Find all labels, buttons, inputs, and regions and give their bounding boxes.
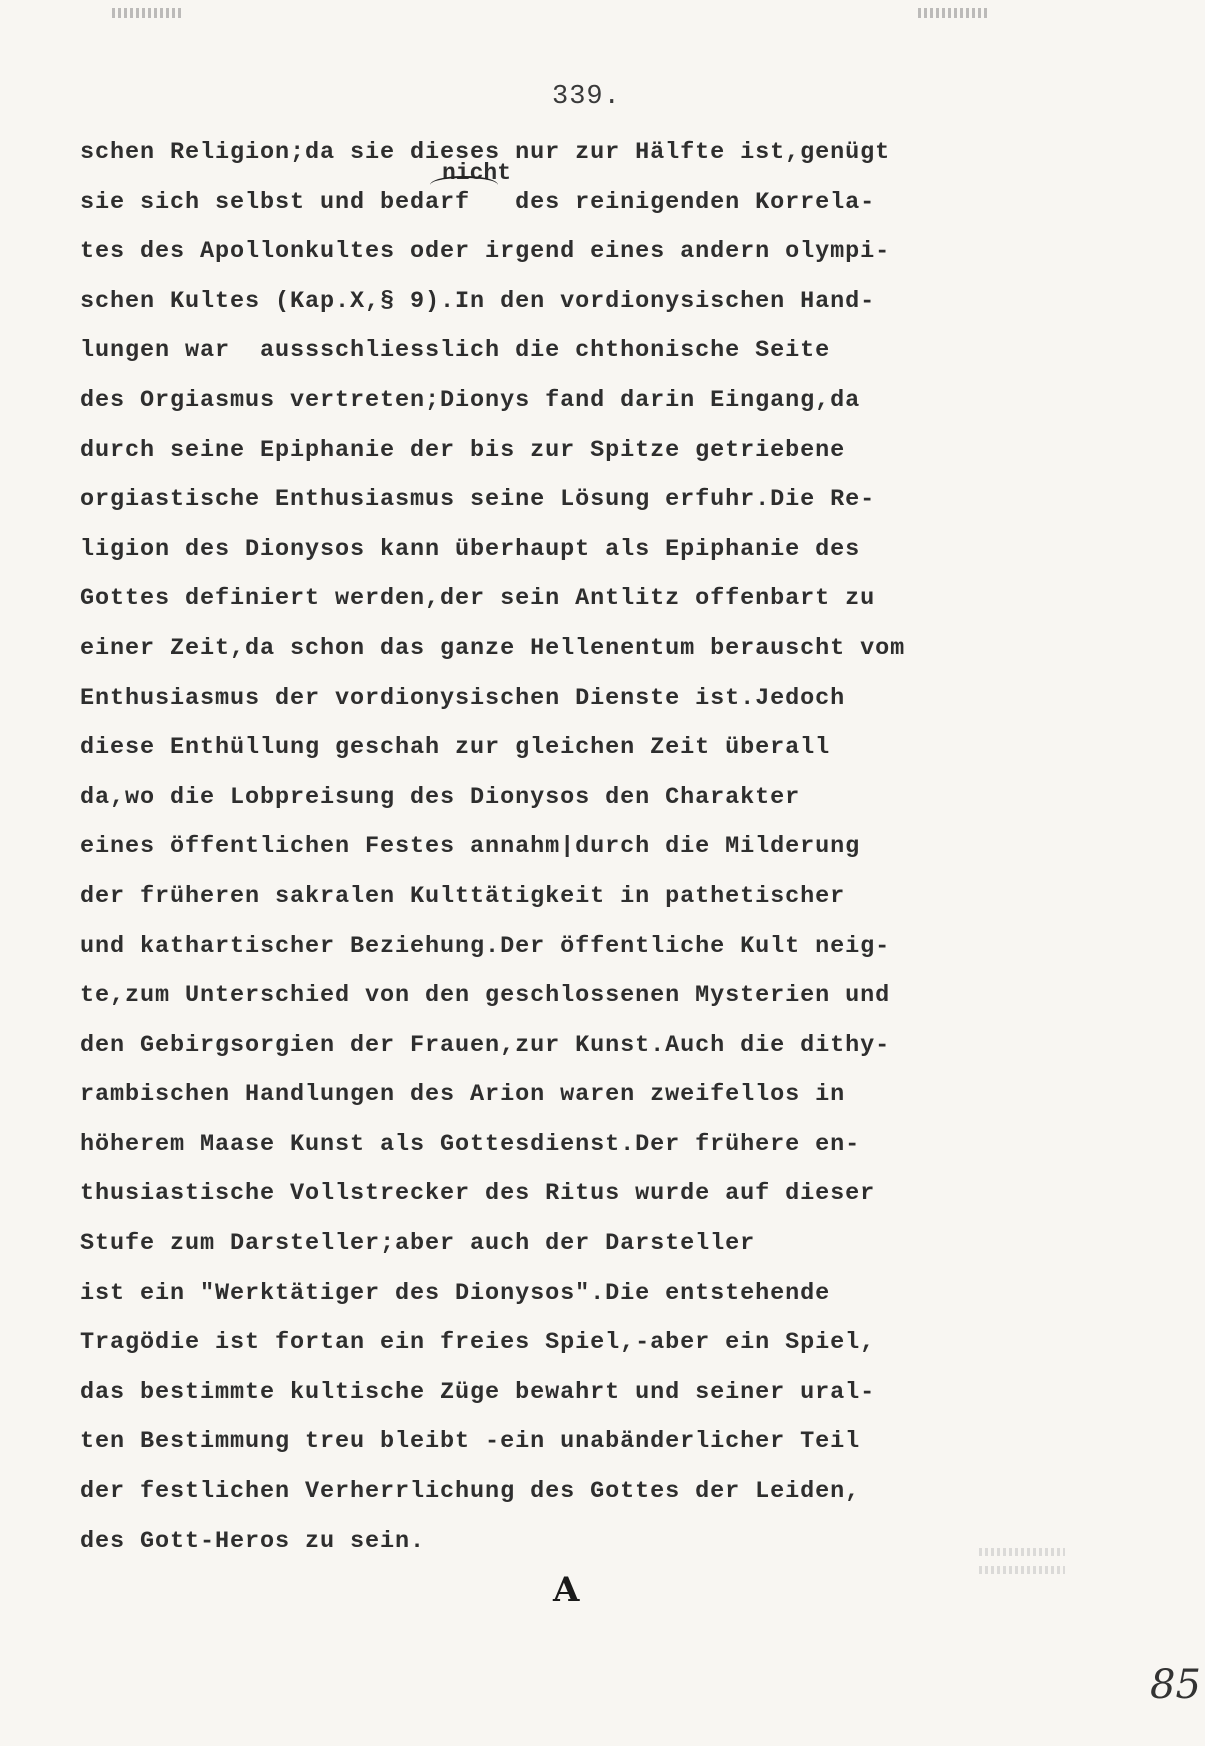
folio-number: 85 (1150, 1662, 1201, 1708)
text-line: thusiastische Vollstrecker des Ritus wurde auf dieser (80, 1180, 876, 1208)
archive-stamp-left (112, 8, 184, 18)
text-line: rambischen Handlungen des Arion waren zweifellos in (80, 1081, 846, 1109)
text-line: schen Kultes (Kap.X,§ 9).In den vordionysischen Hand- (80, 287, 876, 315)
page-number: 339. (552, 82, 621, 112)
text-line: des Gott-Heros zu sein. (80, 1527, 426, 1555)
text-line: ligion des Dionysos kann überhaupt als Epiphanie des (80, 535, 861, 563)
typed-body-text (80, 128, 960, 1566)
text-line: der früheren sakralen Kulttätigkeit in pathetischer (80, 882, 846, 910)
text-line: das bestimmte kultische Züge bewahrt und seiner ural- (80, 1378, 876, 1406)
text-line: Tragödie ist fortan ein freies Spiel,-aber ein Spiel, (80, 1329, 876, 1357)
text-line: höherem Maase Kunst als Gottesdienst.Der frühere en- (80, 1130, 861, 1158)
scan-edge-right (1205, 0, 1215, 1752)
text-line: diese Enthüllung geschah zur gleichen Zeit überall (80, 734, 831, 762)
bleed-through-mark (979, 1548, 1065, 1556)
text-line: der festlichen Verherrlichung des Gottes der Leiden, (80, 1478, 861, 1506)
text-line: Enthusiasmus der vordionysischen Dienste ist.Jedoch (80, 684, 846, 712)
handwritten-insertion: nicht (442, 160, 512, 186)
archive-stamp-right (918, 8, 990, 18)
text-line: sie sich selbst und bedarf des reinigenden Korrela- (80, 188, 876, 216)
text-line: te,zum Unterschied von den geschlossenen Mysterien und (80, 982, 891, 1010)
handwritten-margin-mark: A (553, 1570, 580, 1610)
text-line: und kathartischer Beziehung.Der öffentliche Kult neig- (80, 932, 891, 960)
scan-edge-bottom (0, 1746, 1215, 1752)
text-line: einer Zeit,da schon das ganze Hellenentum berauscht vom (80, 634, 906, 662)
text-line: Stufe zum Darsteller;aber auch der Darsteller (80, 1230, 756, 1258)
text-line: ten Bestimmung treu bleibt -ein unabänderlicher Teil (80, 1428, 861, 1456)
text-line: da,wo die Lobpreisung des Dionysos den Charakter (80, 783, 801, 811)
text-line: lungen war aussschliesslich die chthonische Seite (80, 337, 831, 365)
text-line: eines öffentlichen Festes annahm|durch die Milderung (80, 833, 861, 861)
text-line: orgiastische Enthusiasmus seine Lösung erfuhr.Die Re- (80, 486, 876, 514)
text-line: ist ein "Werktätiger des Dionysos".Die entstehende (80, 1279, 831, 1307)
text-line: Gottes definiert werden,der sein Antlitz offenbart zu (80, 585, 876, 613)
text-line: den Gebirgsorgien der Frauen,zur Kunst.Auch die dithy- (80, 1031, 891, 1059)
text-line: des Orgiasmus vertreten;Dionys fand darin Eingang,da (80, 386, 861, 414)
bleed-through-mark (979, 1566, 1065, 1574)
text-line: tes des Apollonkultes oder irgend eines andern olympi- (80, 238, 891, 266)
text-line: durch seine Epiphanie der bis zur Spitze getriebene (80, 436, 846, 464)
text-line: schen Religion;da sie dieses nur zur Hälfte ist,genügt (80, 139, 891, 166)
